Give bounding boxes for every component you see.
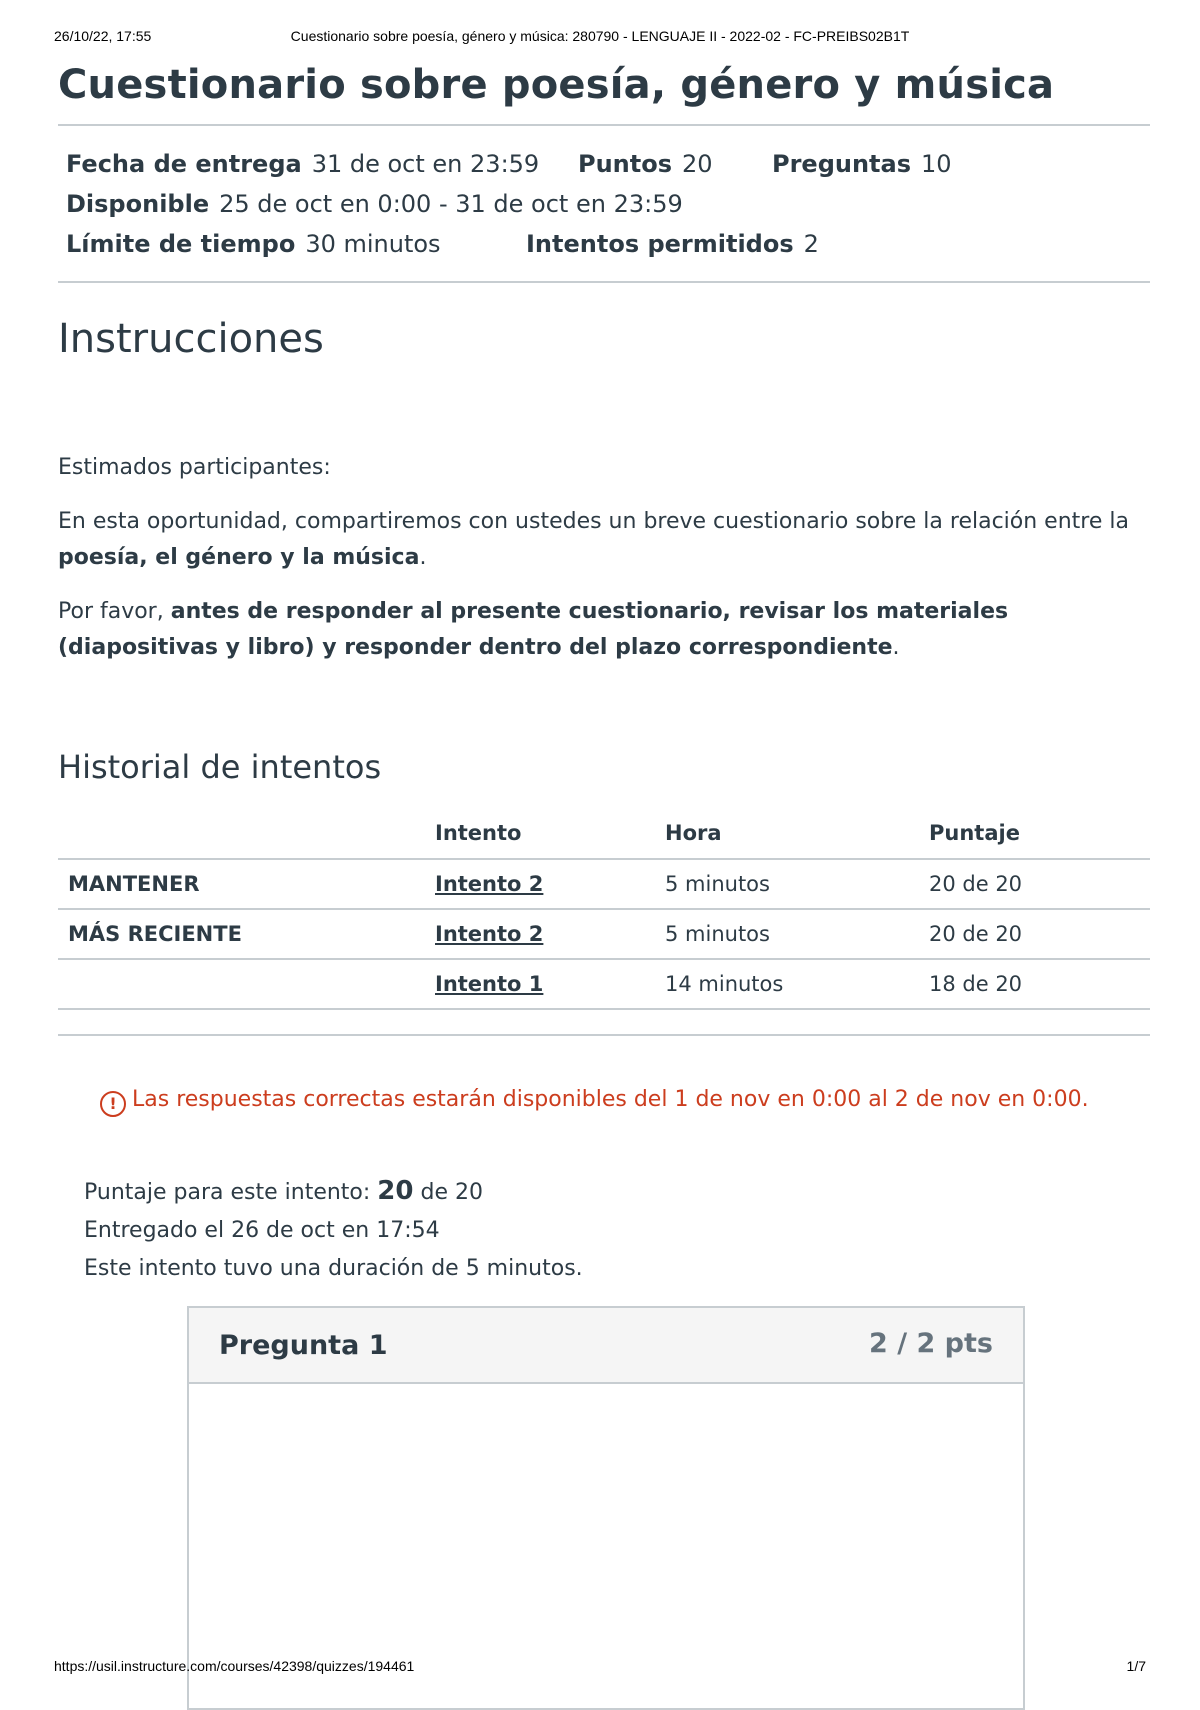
divider bbox=[58, 1034, 1150, 1036]
row-label: MÁS RECIENTE bbox=[58, 909, 425, 959]
score-cell: 20 de 20 bbox=[919, 909, 1150, 959]
time-cell: 5 minutos bbox=[655, 909, 919, 959]
table-row bbox=[58, 909, 1150, 959]
instructions-greeting: Estimados participantes: bbox=[58, 455, 331, 480]
table-row bbox=[58, 959, 1150, 1009]
due-date bbox=[66, 150, 539, 178]
instructions-paragraph bbox=[58, 504, 1150, 576]
question-card bbox=[187, 1306, 1025, 1710]
instructions-text: . bbox=[892, 635, 900, 660]
page-number: 1/7 bbox=[1126, 1658, 1146, 1674]
attempt-cell bbox=[425, 959, 655, 1009]
instructions-heading: Instrucciones bbox=[58, 316, 324, 362]
score-suffix: de 20 bbox=[413, 1180, 483, 1205]
score-cell: 20 de 20 bbox=[919, 859, 1150, 909]
instructions-text: Por favor, bbox=[58, 599, 171, 624]
time-limit bbox=[66, 230, 441, 258]
question-header bbox=[189, 1308, 1023, 1384]
time-limit-value: 30 minutos bbox=[305, 230, 441, 258]
print-footer bbox=[54, 1658, 1146, 1678]
due-date-value: 31 de oct en 23:59 bbox=[311, 150, 540, 178]
attempt-duration: Este intento tuvo una duración de 5 minutos. bbox=[84, 1256, 583, 1281]
attempt-cell bbox=[425, 909, 655, 959]
quiz-details bbox=[66, 150, 1146, 270]
attempt-history-heading: Historial de intentos bbox=[58, 748, 382, 786]
column-header: Puntaje bbox=[919, 808, 1150, 859]
print-date: 26/10/22, 17:55 bbox=[54, 28, 152, 44]
attempt-score bbox=[84, 1172, 583, 1212]
allowed-attempts-label: Intentos permitidos bbox=[526, 230, 794, 258]
warning-icon: ! bbox=[100, 1091, 126, 1117]
notice-text: Las respuestas correctas estarán disponibles del 1 de nov en 0:00 al 2 de nov en 0:00. bbox=[132, 1087, 1089, 1112]
score-cell: 18 de 20 bbox=[919, 959, 1150, 1009]
attempt-link[interactable]: Intento 2 bbox=[435, 872, 544, 896]
row-label: MANTENER bbox=[58, 859, 425, 909]
points bbox=[578, 150, 713, 178]
details-row bbox=[66, 230, 1146, 270]
question-name: Pregunta 1 bbox=[219, 1330, 388, 1361]
details-row bbox=[66, 150, 1146, 190]
time-cell: 14 minutos bbox=[655, 959, 919, 1009]
question-points: 2 / 2 pts bbox=[869, 1328, 993, 1359]
table-row bbox=[58, 859, 1150, 909]
time-cell: 5 minutos bbox=[655, 859, 919, 909]
attempt-score-info bbox=[84, 1172, 583, 1288]
column-header: Intento bbox=[425, 808, 655, 859]
time-limit-label: Límite de tiempo bbox=[66, 230, 296, 258]
availability bbox=[66, 190, 683, 218]
divider bbox=[58, 281, 1150, 283]
attempt-link[interactable]: Intento 1 bbox=[435, 972, 544, 996]
score-value: 20 bbox=[377, 1176, 414, 1206]
due-date-label: Fecha de entrega bbox=[66, 150, 302, 178]
questions-count bbox=[772, 150, 952, 178]
print-url: https://usil.instructure.com/courses/42398/quizzes/194461 bbox=[54, 1658, 415, 1674]
print-header bbox=[54, 28, 1146, 48]
instructions-emphasis: poesía, el género y la música bbox=[58, 545, 420, 570]
instructions-paragraph bbox=[58, 594, 1150, 666]
submitted-date: Entregado el 26 de oct en 17:54 bbox=[84, 1218, 440, 1243]
attempt-history-table bbox=[58, 808, 1150, 1010]
instructions-body bbox=[58, 450, 1150, 684]
availability-value: 25 de oct en 0:00 - 31 de oct en 23:59 bbox=[219, 190, 683, 218]
row-label bbox=[58, 959, 425, 1009]
column-header: Hora bbox=[655, 808, 919, 859]
divider bbox=[58, 124, 1150, 126]
attempt-link[interactable]: Intento 2 bbox=[435, 922, 544, 946]
allowed-attempts bbox=[526, 230, 819, 258]
instructions-text: En esta oportunidad, compartiremos con ustedes un breve cuestionario sobre la relación entre la bbox=[58, 509, 1129, 534]
details-row bbox=[66, 190, 1146, 230]
questions-label: Preguntas bbox=[772, 150, 912, 178]
instructions-emphasis: antes de responder al presente cuestionario, revisar los materiales (diapositivas y libro) y responder dentro del plazo correspondiente bbox=[58, 599, 1009, 660]
print-title: Cuestionario sobre poesía, género y música: 280790 - LENGUAJE II - 2022-02 - FC-PREIBS02B1T bbox=[290, 28, 910, 44]
allowed-attempts-value: 2 bbox=[803, 230, 819, 258]
points-label: Puntos bbox=[578, 150, 673, 178]
correct-answers-notice bbox=[100, 1082, 1120, 1118]
page-title: Cuestionario sobre poesía, género y música bbox=[58, 62, 1055, 108]
column-header bbox=[58, 808, 425, 859]
questions-value: 10 bbox=[921, 150, 952, 178]
availability-label: Disponible bbox=[66, 190, 210, 218]
score-prefix: Puntaje para este intento: bbox=[84, 1180, 378, 1205]
attempt-cell bbox=[425, 859, 655, 909]
instructions-text: . bbox=[419, 545, 427, 570]
points-value: 20 bbox=[682, 150, 713, 178]
table-header-row bbox=[58, 808, 1150, 859]
